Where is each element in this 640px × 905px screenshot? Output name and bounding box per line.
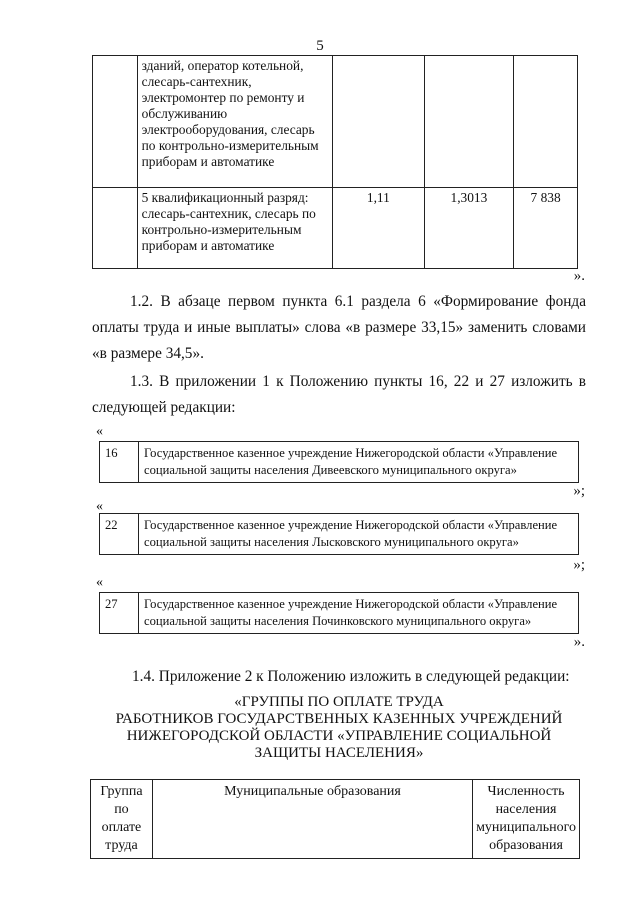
closing-quote: »; — [573, 483, 585, 499]
org-table-16 — [99, 441, 579, 483]
table-cell — [93, 188, 138, 269]
closing-quote: »; — [573, 557, 585, 573]
closing-quote: ». — [573, 634, 585, 650]
org-number: 22 — [100, 514, 139, 555]
opening-quote: « — [96, 424, 103, 439]
table-cell — [93, 56, 138, 188]
heading-line: НИЖЕГОРОДСКОЙ ОБЛАСТИ «УПРАВЛЕНИЕ СОЦИАЛЬНОЙ — [126, 728, 552, 744]
org-number: 27 — [100, 593, 139, 634]
org-name: Государственное казенное учреждение Нижегородской области «Управление социальной защиты населения Починковского муниципального округа» — [139, 593, 579, 634]
header-population: Численность населения муниципального образования — [473, 780, 580, 859]
paragraph-1-3 — [92, 369, 586, 421]
table-header-row — [91, 780, 580, 859]
heading-line: ЗАЩИТЫ НАСЕЛЕНИЯ» — [254, 745, 424, 761]
page-number: 5 — [316, 38, 324, 54]
org-number: 16 — [100, 442, 139, 483]
paragraph-1-4 — [92, 664, 586, 690]
table-row — [93, 188, 578, 269]
paragraph-text: 1.3. В приложении 1 к Положению пункты 16, 22 и 27 изложить в следующей редакции: — [92, 373, 586, 416]
paragraph-text: 1.4. Приложение 2 к Положению изложить в следующей редакции: — [132, 668, 570, 685]
table-row — [100, 593, 579, 634]
table-cell-coefficient: 1,3013 — [424, 188, 514, 269]
org-name: Государственное казенное учреждение Нижегородской области «Управление социальной защиты населения Дивеевского муниципального округа» — [139, 442, 579, 483]
table-row — [100, 514, 579, 555]
table-cell-coefficient: 1,11 — [333, 188, 425, 269]
header-municipalities: Муниципальные образования — [152, 780, 472, 859]
table-cell-description: зданий, оператор котельной, слесарь-сантехник, электромонтер по ремонту и обслуживанию электрооборудования, слесарь по контрольно-измерительным приборам и автоматике — [137, 56, 332, 188]
paragraph-text: 1.2. В абзаце первом пункта 6.1 раздела 6 «Формирование фонда оплаты труда и иные выплаты» слова «в размере 33,15» заменить словами «в размере 34,5». — [92, 293, 586, 362]
heading-line: РАБОТНИКОВ ГОСУДАРСТВЕННЫХ КАЗЕННЫХ УЧРЕЖДЕНИЙ — [115, 711, 563, 727]
table-cell — [424, 56, 514, 188]
table-cell-description: 5 квалификационный разряд: слесарь-сантехник, слесарь по контрольно-измерительным приборам и автоматике — [137, 188, 332, 269]
table-row — [100, 442, 579, 483]
table-cell — [514, 56, 578, 188]
opening-quote: « — [96, 575, 103, 590]
org-name: Государственное казенное учреждение Нижегородской области «Управление социальной защиты населения Лысковского муниципального округа» — [139, 514, 579, 555]
org-table-22 — [99, 513, 579, 555]
opening-quote: « — [96, 499, 103, 514]
appendix-heading — [92, 694, 586, 762]
table-row — [93, 56, 578, 188]
heading-line: «ГРУППЫ ПО ОПЛАТЕ ТРУДА — [234, 694, 444, 710]
qualification-table — [92, 55, 578, 269]
table-cell — [333, 56, 425, 188]
header-group: Группа по оплате труда — [91, 780, 153, 859]
closing-quote: ». — [573, 268, 585, 284]
pay-groups-table — [90, 779, 580, 859]
table-cell-salary: 7 838 — [514, 188, 578, 269]
paragraph-1-2 — [92, 289, 586, 367]
org-table-27 — [99, 592, 579, 634]
